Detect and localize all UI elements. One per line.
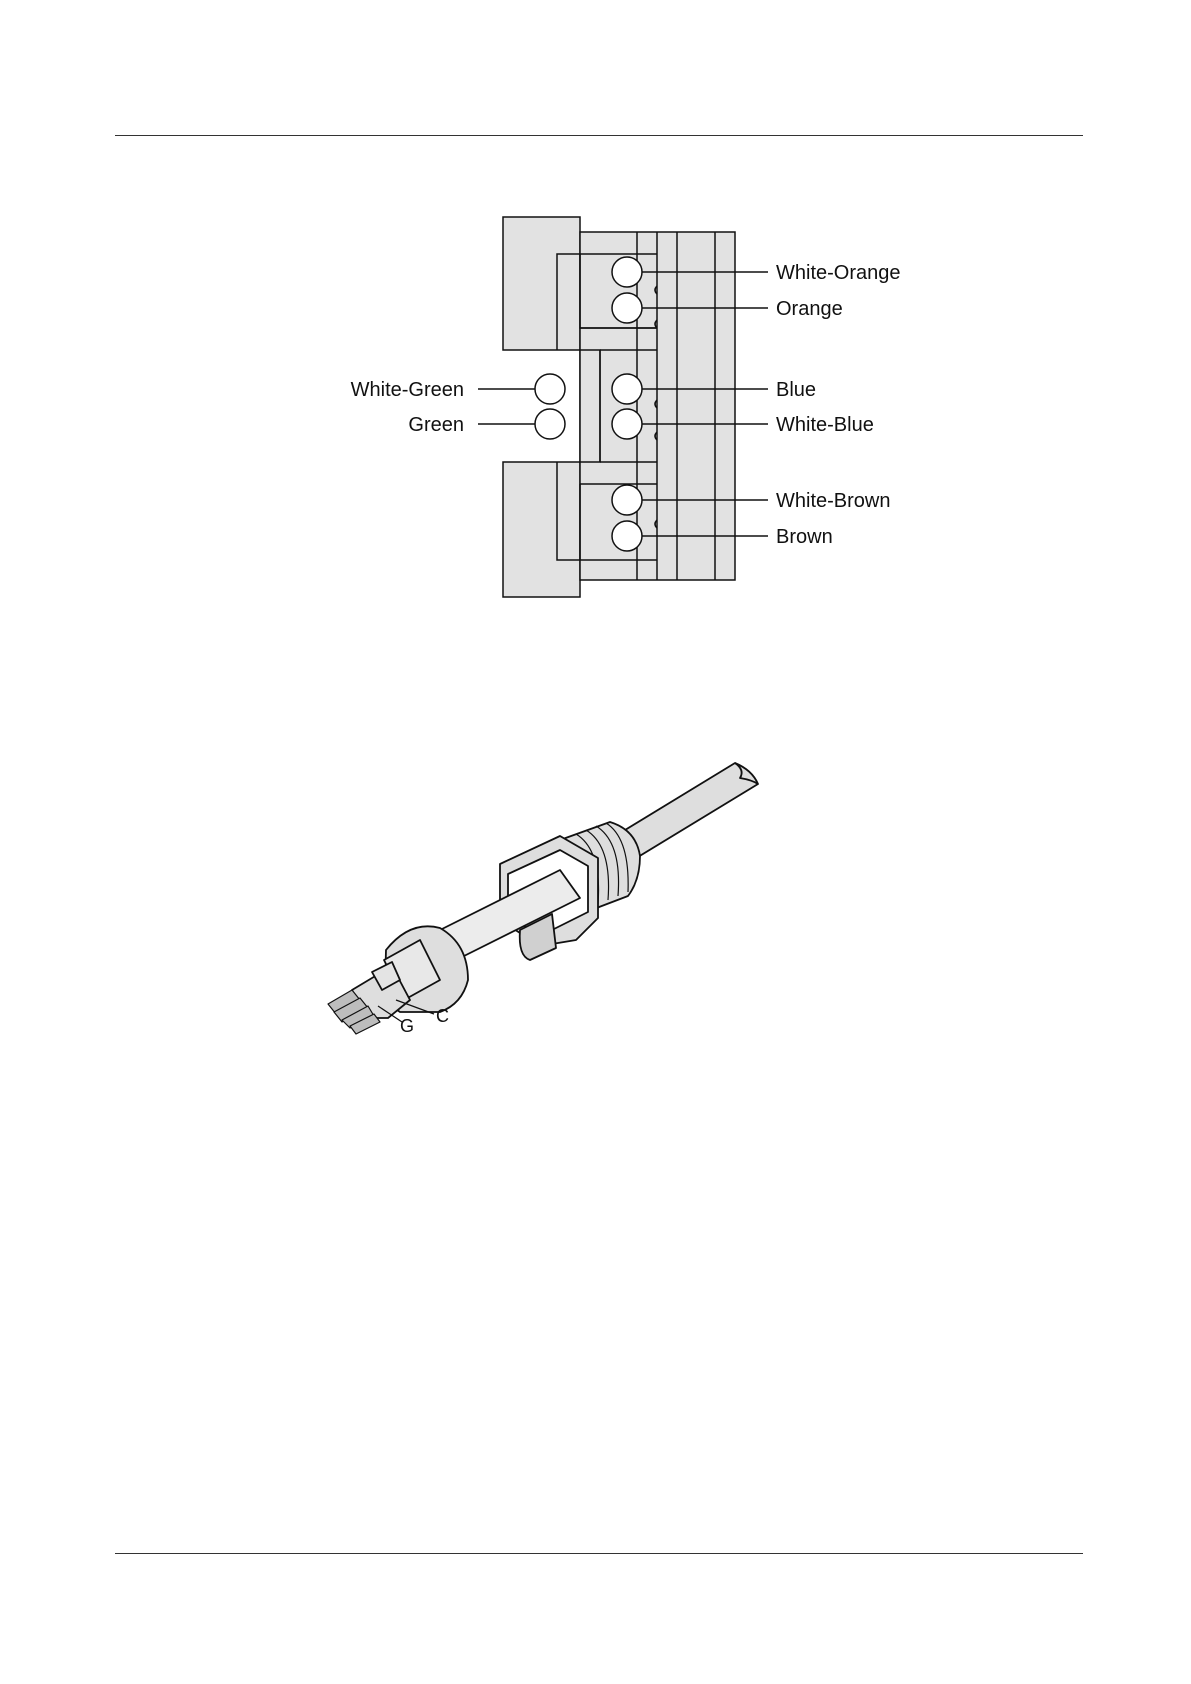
callout-c-label: C xyxy=(436,1006,449,1026)
label-white-blue: White-Blue xyxy=(776,414,874,436)
label-white-brown: White-Brown xyxy=(776,490,891,512)
label-orange: Orange xyxy=(776,298,843,320)
callout-g-label: G xyxy=(400,1016,415,1036)
label-green: Green xyxy=(408,414,464,436)
label-brown: Brown xyxy=(776,526,833,548)
label-white-green: White-Green xyxy=(350,379,464,401)
label-white-orange: White-Orange xyxy=(776,262,901,284)
label-blue: Blue xyxy=(776,379,817,401)
